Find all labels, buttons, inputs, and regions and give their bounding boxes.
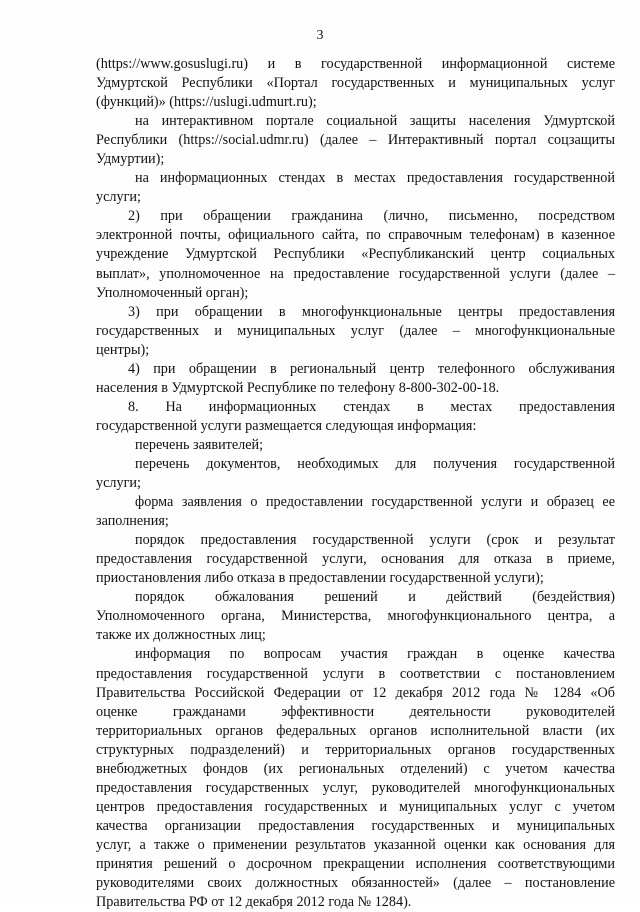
text-line: Уполномоченный орган); <box>96 284 249 301</box>
text-line: руководителями своих должностных обязанностей» (далее – постановление <box>96 875 615 892</box>
text-line: предоставления государственных услуг, руководителей многофункциональных <box>96 779 615 796</box>
text-line: Правительства РФ от 12 декабря 2012 года № 1284). <box>96 894 412 911</box>
document-body <box>96 55 615 912</box>
text-line: выплат», уполномоченное на предоставление государственной услуги (далее – <box>96 265 615 282</box>
text-line: учреждение Удмуртской Республики «Республиканский центр социальных <box>96 246 615 263</box>
text-line: качества организации предоставления государственных и муниципальных <box>96 817 615 834</box>
text-line: предоставления государственной услуги, основания для отказа в приеме, <box>96 551 615 568</box>
text-line: государственных и муниципальных услуг (далее – многофункциональные <box>96 322 615 339</box>
text-line: перечень документов, необходимых для получения государственной <box>135 455 615 472</box>
text-line: Удмуртской Республики «Портал государственных и муниципальных услуг <box>96 75 615 92</box>
text-line: 2) при обращении гражданина (лично, письменно, посредством <box>128 208 615 225</box>
text-line: Уполномоченного органа, Министерства, многофункционального центра, а <box>96 608 615 625</box>
text-line: Правительства Российской Федерации от 12 декабря 2012 года № 1284 «Об <box>96 684 615 701</box>
text-line: порядок обжалования решений и действий (бездействия) <box>135 589 615 606</box>
text-line: на информационных стендах в местах предоставления государственной <box>135 170 615 187</box>
text-line: электронной почты, официального сайта, по справочным телефонам) в казенное <box>96 227 615 244</box>
text-line: оценке гражданами эффективности деятельности руководителей <box>96 703 615 720</box>
text-line: структурных подразделений) и территориальных органов государственных <box>96 741 615 758</box>
text-line: принятия решений о досрочном прекращении исполнения соответствующими <box>96 855 615 872</box>
text-line: приостановления либо отказа в предоставлении государственной услуги); <box>96 570 544 587</box>
text-line: государственной услуги размещается следующая информация: <box>96 417 477 434</box>
text-line: населения в Удмуртской Республике по телефону 8-800-302-00-18. <box>96 379 500 396</box>
text-line: Республики (https://social.udmr.ru) (далее – Интерактивный портал соцзащиты <box>96 132 615 149</box>
text-line: центры); <box>96 341 150 358</box>
text-line: внебюджетных фондов (их региональных отделений) с учетом качества <box>96 760 615 777</box>
text-line: заполнения; <box>96 513 169 530</box>
text-line: территориальных органов федеральных органов исполнительной власти (их <box>96 722 615 739</box>
text-line: услуги; <box>96 189 141 206</box>
text-line: услуги; <box>96 475 141 492</box>
text-line: (функций)» (https://uslugi.udmurt.ru); <box>96 94 317 111</box>
page-number: 3 <box>316 28 324 43</box>
text-line: (https://www.gosuslugi.ru) и в государственной информационной системе <box>96 56 615 72</box>
text-line: на интерактивном портале социальной защиты населения Удмуртской <box>135 113 615 130</box>
text-line: предоставления государственной услуги в соответствии с постановлением <box>96 665 615 682</box>
text-line: также их должностных лиц; <box>96 627 266 644</box>
text-line: 3) при обращении в многофункциональные центры предоставления <box>128 303 615 320</box>
text-line: центров предоставления государственных и муниципальных услуг с учетом <box>96 798 615 815</box>
text-line: 4) при обращении в региональный центр телефонного обслуживания <box>128 360 615 377</box>
text-line: форма заявления о предоставлении государственной услуги и образец ее <box>135 494 615 511</box>
text-line: услуг, а также о применении результатов указанной оценки как основания для <box>96 836 615 853</box>
text-line: 8. На информационных стендах в местах предоставления <box>128 398 615 415</box>
text-line: информация по вопросам участия граждан в оценке качества <box>135 646 615 663</box>
text-line: порядок предоставления государственной услуги (срок и результат <box>135 532 615 549</box>
text-line: перечень заявителей; <box>135 436 264 453</box>
text-line: Удмуртии); <box>96 151 165 168</box>
